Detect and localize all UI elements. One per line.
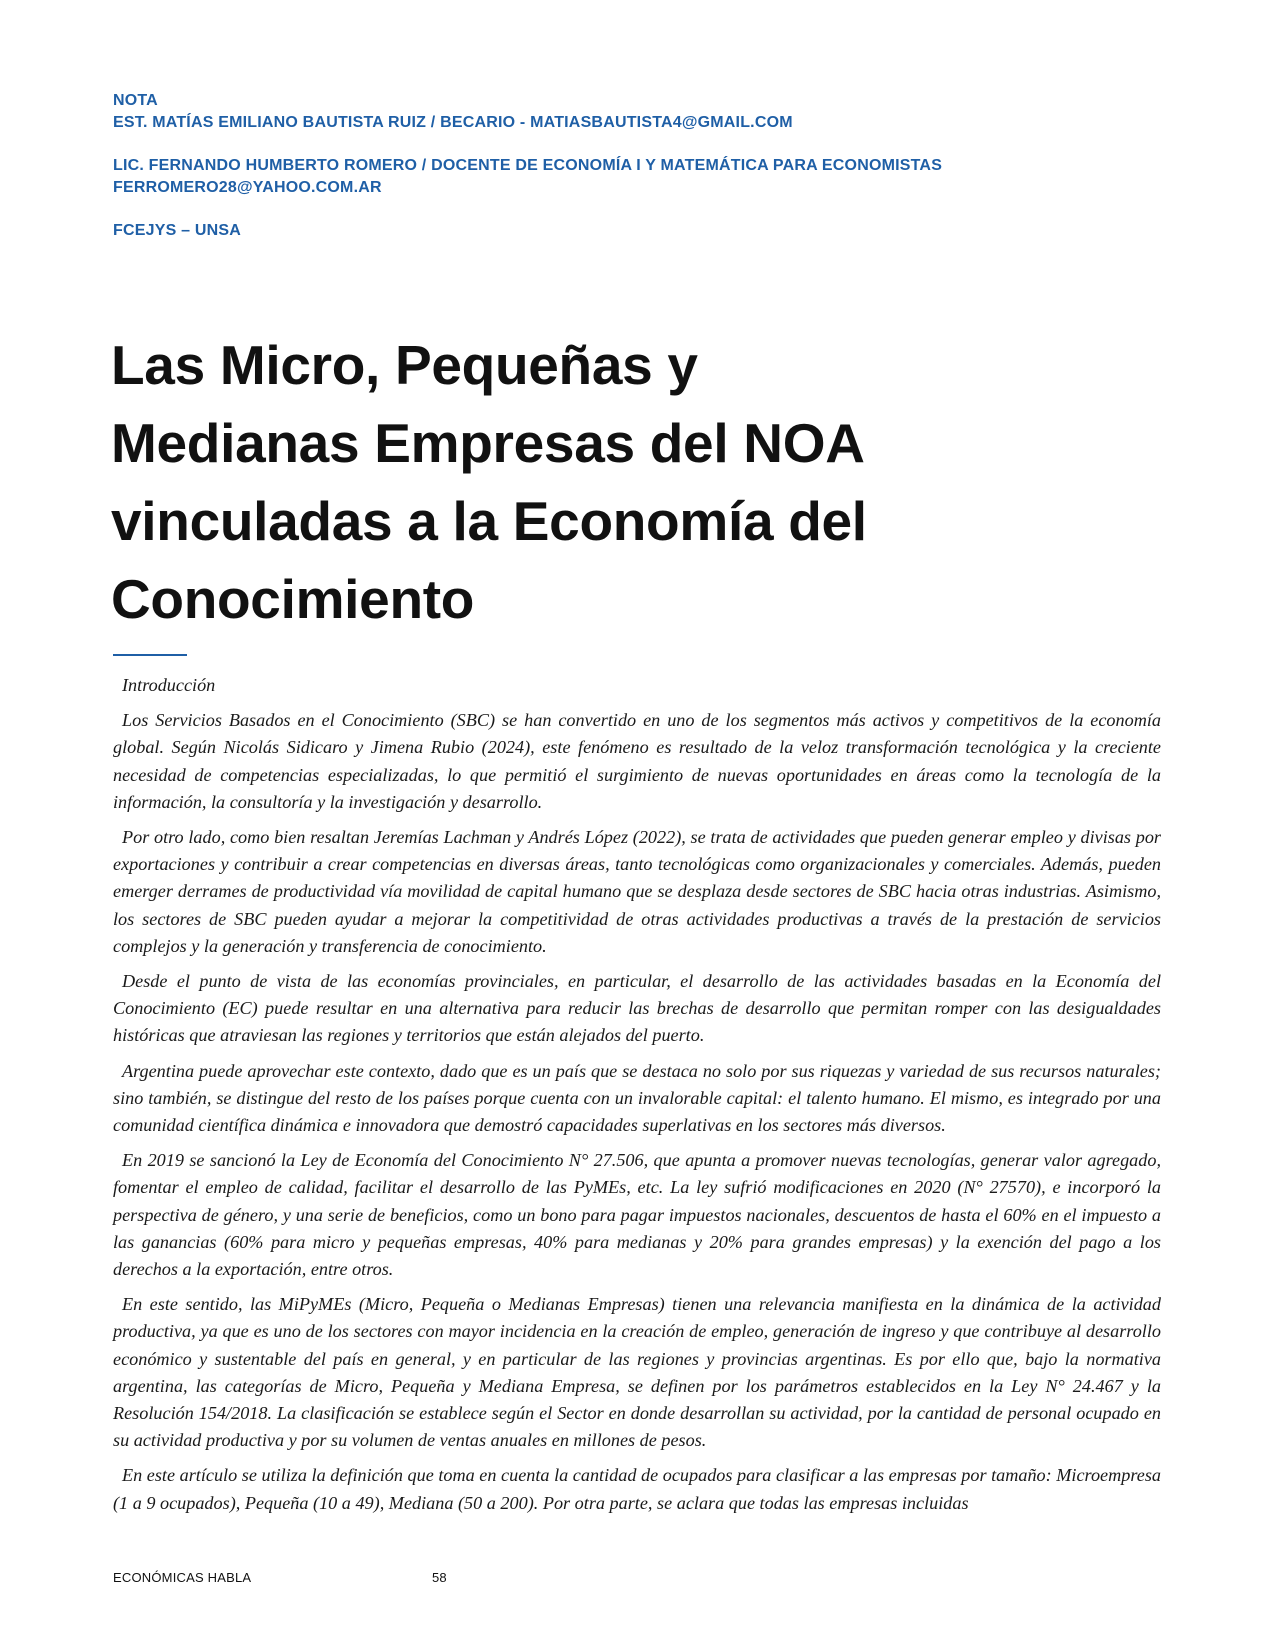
body-paragraph: Por otro lado, como bien resaltan Jeremías Lachman y Andrés López (2022), se trata de actividades que pueden generar empleo y divisas por exportaciones y contribuir a crear competencias en diversas áreas, tanto tecnológicas como organizacionales y comerciales. Además, pueden emerger derrames de productividad vía movilidad de capital humano que se desplaza desde sectores de SBC hacia otras industrias. Asimismo, los sectores de SBC pueden ayudar a mejorar la competitividad de otras actividades productivas a través de la prestación de servicios complejos y la generación y transferencia de conocimiento. xyxy=(113,827,1161,956)
title-line-3: vinculadas a la Economía del xyxy=(111,490,867,552)
body-paragraph: En este artículo se utiliza la definición que toma en cuenta la cantidad de ocupados para clasificar a las empresas por tamaño: Microempresa (1 a 9 ocupados), Pequeña (10 a 49), Mediana (50 a 200). Por otra parte, se aclara que todas las empresas incluidas xyxy=(113,1465,1161,1513)
author-1: EST. MATÍAS EMILIANO BAUTISTA RUIZ / BECARIO - MATIASBAUTISTA4@GMAIL.COM xyxy=(113,114,793,131)
title-line-4: Conocimiento xyxy=(111,568,475,630)
body-paragraph: Argentina puede aprovechar este contexto, dado que es un país que se destaca no solo por sus riquezas y variedad de sus recursos naturales; sino también, se distingue del resto de los países porque cuenta con un invalorable capital: el talento humano. El mismo, es integrado por una comunidad científica dinámica e innovadora que demostró capacidades superlativas en los sectores más diversos. xyxy=(113,1060,1161,1136)
page-number: 58 xyxy=(432,1570,447,1585)
body-paragraph: En este sentido, las MiPyMEs (Micro, Pequeña o Medianas Empresas) tienen una relevancia manifiesta en la dinámica de la actividad productiva, ya que es uno de los sectores con mayor incidencia en la creación de empleo, generación de ingreso y que contribuye al desarrollo económico y sustentable del país en general, y en particular de las regiones y provincias argentinas. Es por ello que, bajo la normativa argentina, las categorías de Micro, Pequeña y Mediana Empresa, se definen por los parámetros establecidos en la Ley N° 24.467 y la Resolución 154/2018. La clasificación se establece según el Sector en donde desarrollan su actividad, por la cantidad de personal ocupado en su actividad productiva y por su volumen de ventas anuales en millones de pesos. xyxy=(113,1294,1161,1451)
author-2: LIC. FERNANDO HUMBERTO ROMERO / DOCENTE DE ECONOMÍA I Y MATEMÁTICA PARA ECONOMISTAS xyxy=(113,157,943,174)
title-divider xyxy=(113,654,187,656)
header-author-2-block xyxy=(113,155,1163,199)
body-paragraph: En 2019 se sancionó la Ley de Economía del Conocimiento N° 27.506, que apunta a promover nuevas tecnologías, generar valor agregado, fomentar el empleo de calidad, facilitar el desarrollo de las PyMEs, etc. La ley sufrió modificaciones en 2020 (N° 27570), e incorporó la perspectiva de género, y una serie de beneficios, como un bono para pagar impuestos nacionales, descuentos de hasta el 60% en el impuesto a las ganancias (60% para micro y pequeñas empresas, 40% para medianas y 20% para grandes empresas) y la exención del pago a los derechos a la exportación, entre otros. xyxy=(113,1150,1161,1280)
title-line-1: Las Micro, Pequeñas y xyxy=(111,334,698,396)
body-paragraph: Desde el punto de vista de las economías provinciales, en particular, el desarrollo de las actividades basadas en la Economía del Conocimiento (EC) puede resultar en una alternativa para reducir las brechas de desarrollo que permitan romper con las desigualdades históricas que atraviesan las regiones y territorios que están alejados del puerto. xyxy=(113,971,1161,1046)
title-line-2: Medianas Empresas del NOA xyxy=(111,412,865,474)
body-paragraph: Los Servicios Basados en el Conocimiento (SBC) se han convertido en uno de los segmentos más activos y competitivos de la economía global. Según Nicolás Sidicaro y Jimena Rubio (2024), este fenómeno es resultado de la veloz transformación tecnológica y la creciente necesidad de competencias especializadas, lo que permitió el surgimiento de nuevas oportunidades en áreas como la tecnología de la información, la consultoría y la investigación y desarrollo. xyxy=(113,710,1161,812)
author-2-email: FERROMERO28@YAHOO.COM.AR xyxy=(113,179,382,196)
header-authors-block xyxy=(113,90,1163,134)
header-institution-block xyxy=(113,220,1163,242)
note-label: NOTA xyxy=(113,92,158,109)
footer-publication: ECONÓMICAS HABLA xyxy=(113,1570,252,1585)
article-header xyxy=(113,90,1163,263)
institution: FCEJYS – UNSA xyxy=(113,222,241,239)
article-body xyxy=(113,672,1161,1525)
article-title xyxy=(111,326,1111,638)
intro-heading: Introducción xyxy=(122,675,216,695)
